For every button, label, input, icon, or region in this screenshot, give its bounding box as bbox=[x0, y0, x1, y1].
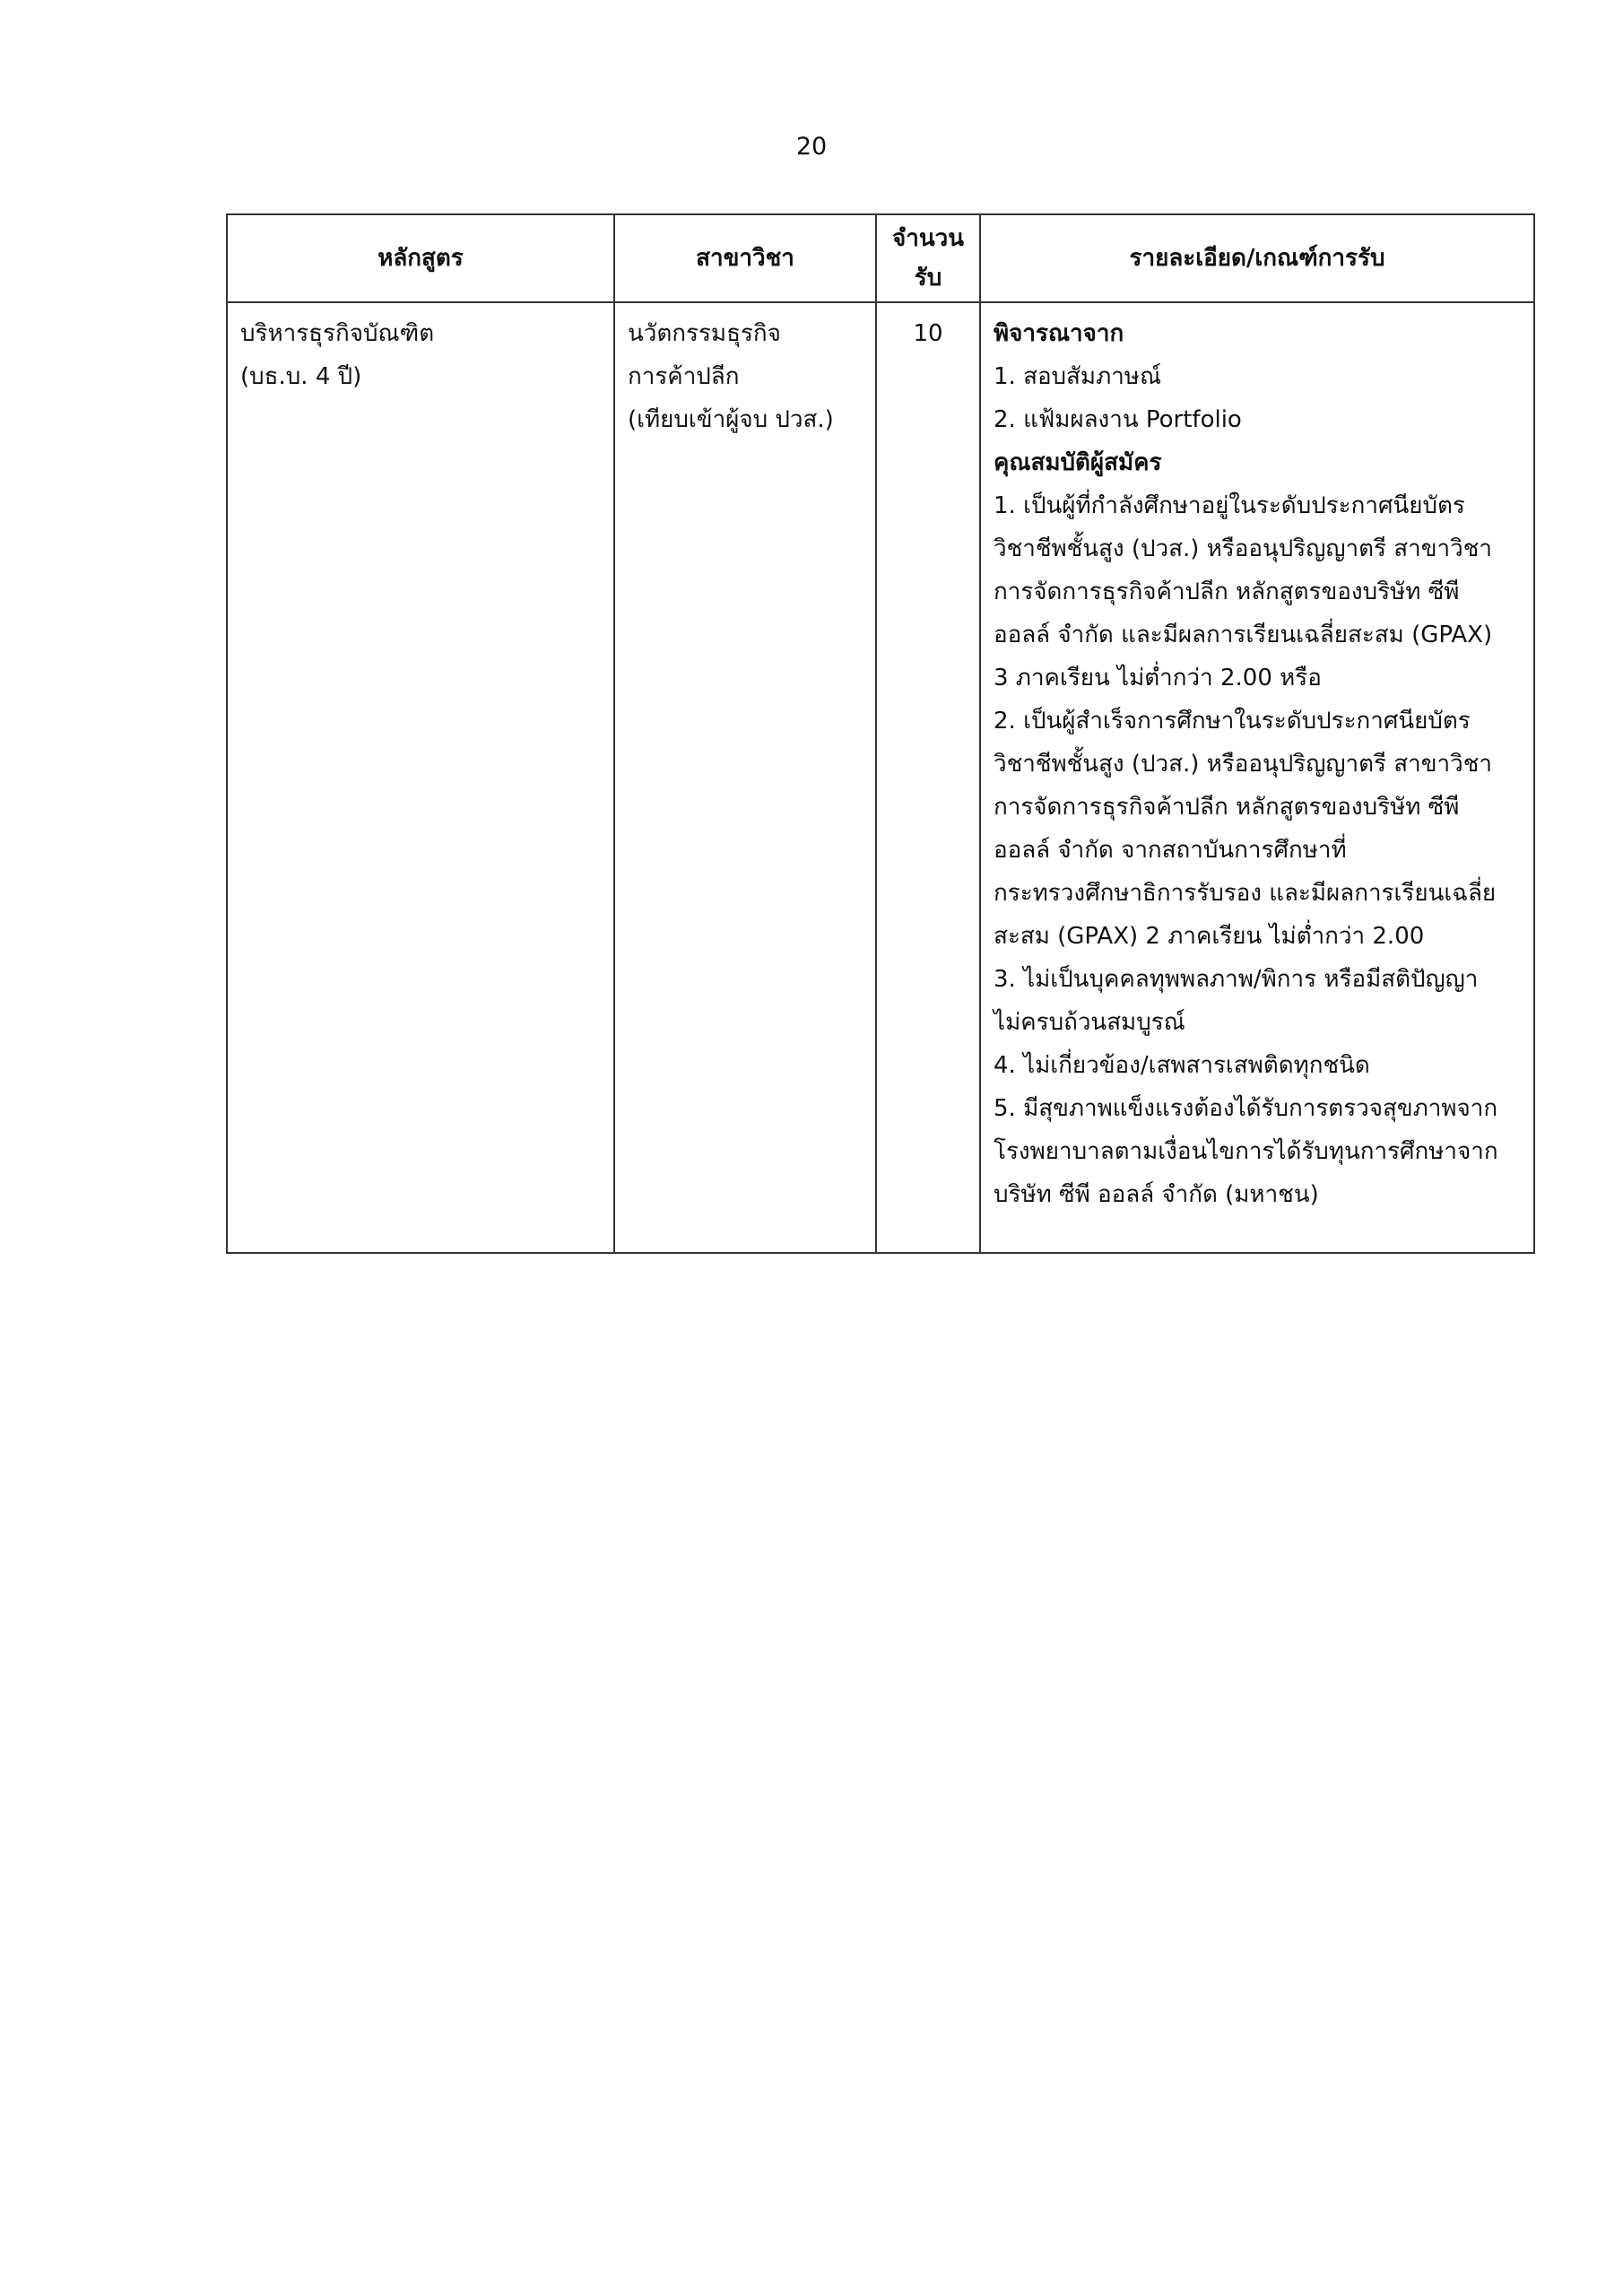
qualification-line: กระทรวงศึกษาธิการรับรอง และมีผลการเรียนเฉลี่ย bbox=[994, 880, 1497, 907]
qualification-line: บริษัท ซีพี ออลล์ จำกัด (มหาชน) bbox=[994, 1181, 1319, 1208]
major-line-1: นวัตกรรมธุรกิจ bbox=[628, 320, 781, 347]
table-row bbox=[227, 302, 1534, 1253]
quota-value: 10 bbox=[913, 320, 943, 347]
cell-program bbox=[227, 302, 614, 1253]
qualification-line: 1. เป็นผู้ที่กำลังศึกษาอยู่ในระดับประกาศนียบัตร bbox=[994, 492, 1465, 519]
header-quota-line-2: รับ bbox=[914, 265, 942, 291]
cell-details bbox=[980, 302, 1534, 1253]
qualification-line: ออลล์ จำกัด จากสถาบันการศึกษาที่ bbox=[994, 837, 1347, 864]
qualification-line: การจัดการธุรกิจค้าปลีก หลักสูตรของบริษัท ซีพี bbox=[994, 578, 1460, 605]
program-degree: (บธ.บ. 4 ปี) bbox=[240, 363, 362, 390]
consideration-item: 2. แฟ้มผลงาน Portfolio bbox=[994, 406, 1242, 433]
qualification-line: โรงพยาบาลตามเงื่อนไขการได้รับทุนการศึกษาจาก bbox=[994, 1138, 1498, 1165]
qualification-line: 4. ไม่เกี่ยวข้อง/เสพสารเสพติดทุกชนิด bbox=[994, 1052, 1370, 1079]
qualification-line: 3 ภาคเรียน ไม่ต่ำกว่า 2.00 หรือ bbox=[994, 665, 1322, 691]
qualification-line: 2. เป็นผู้สำเร็จการศึกษาในระดับประกาศนียบัตร bbox=[994, 708, 1471, 735]
qualification-line: วิชาชีพชั้นสูง (ปวส.) หรืออนุปริญญาตรี สาขาวิชา bbox=[994, 535, 1492, 562]
qualification-line: 5. มีสุขภาพแข็งแรงต้องได้รับการตรวจสุขภาพจาก bbox=[994, 1095, 1498, 1122]
page-number: 20 bbox=[795, 133, 828, 161]
major-line-2: การค้าปลีก bbox=[628, 363, 740, 390]
cell-quota bbox=[876, 302, 980, 1253]
program-name: บริหารธุรกิจบัณฑิต bbox=[240, 320, 435, 347]
qualification-line: สะสม (GPAX) 2 ภาคเรียน ไม่ต่ำกว่า 2.00 bbox=[994, 923, 1425, 950]
qualification-line: ออลล์ จำกัด และมีผลการเรียนเฉลี่ยสะสม (GPAX) bbox=[994, 622, 1493, 648]
qualification-line: 3. ไม่เป็นบุคคลทุพพลภาพ/พิการ หรือมีสติปัญญา bbox=[994, 966, 1479, 993]
consideration-item: 1. สอบสัมภาษณ์ bbox=[994, 363, 1162, 390]
header-quota bbox=[876, 214, 980, 302]
qualification-line: ไม่ครบถ้วนสมบูรณ์ bbox=[994, 1009, 1185, 1036]
cell-major bbox=[614, 302, 876, 1253]
qualification-line: วิชาชีพชั้นสูง (ปวส.) หรืออนุปริญญาตรี สาขาวิชา bbox=[994, 751, 1492, 778]
qualifications-heading: คุณสมบัติผู้สมัคร bbox=[994, 449, 1162, 476]
header-quota-line-1: จำนวน bbox=[892, 225, 964, 252]
admission-criteria-table bbox=[226, 213, 1535, 1254]
header-major: สาขาวิชา bbox=[614, 214, 876, 302]
table-header-row bbox=[227, 214, 1534, 302]
header-program: หลักสูตร bbox=[227, 214, 614, 302]
major-line-3: (เทียบเข้าผู้จบ ปวส.) bbox=[628, 406, 834, 433]
consideration-heading: พิจารณาจาก bbox=[994, 320, 1124, 347]
header-details: รายละเอียด/เกณฑ์การรับ bbox=[980, 214, 1534, 302]
qualification-line: การจัดการธุรกิจค้าปลีก หลักสูตรของบริษัท ซีพี bbox=[994, 794, 1460, 821]
